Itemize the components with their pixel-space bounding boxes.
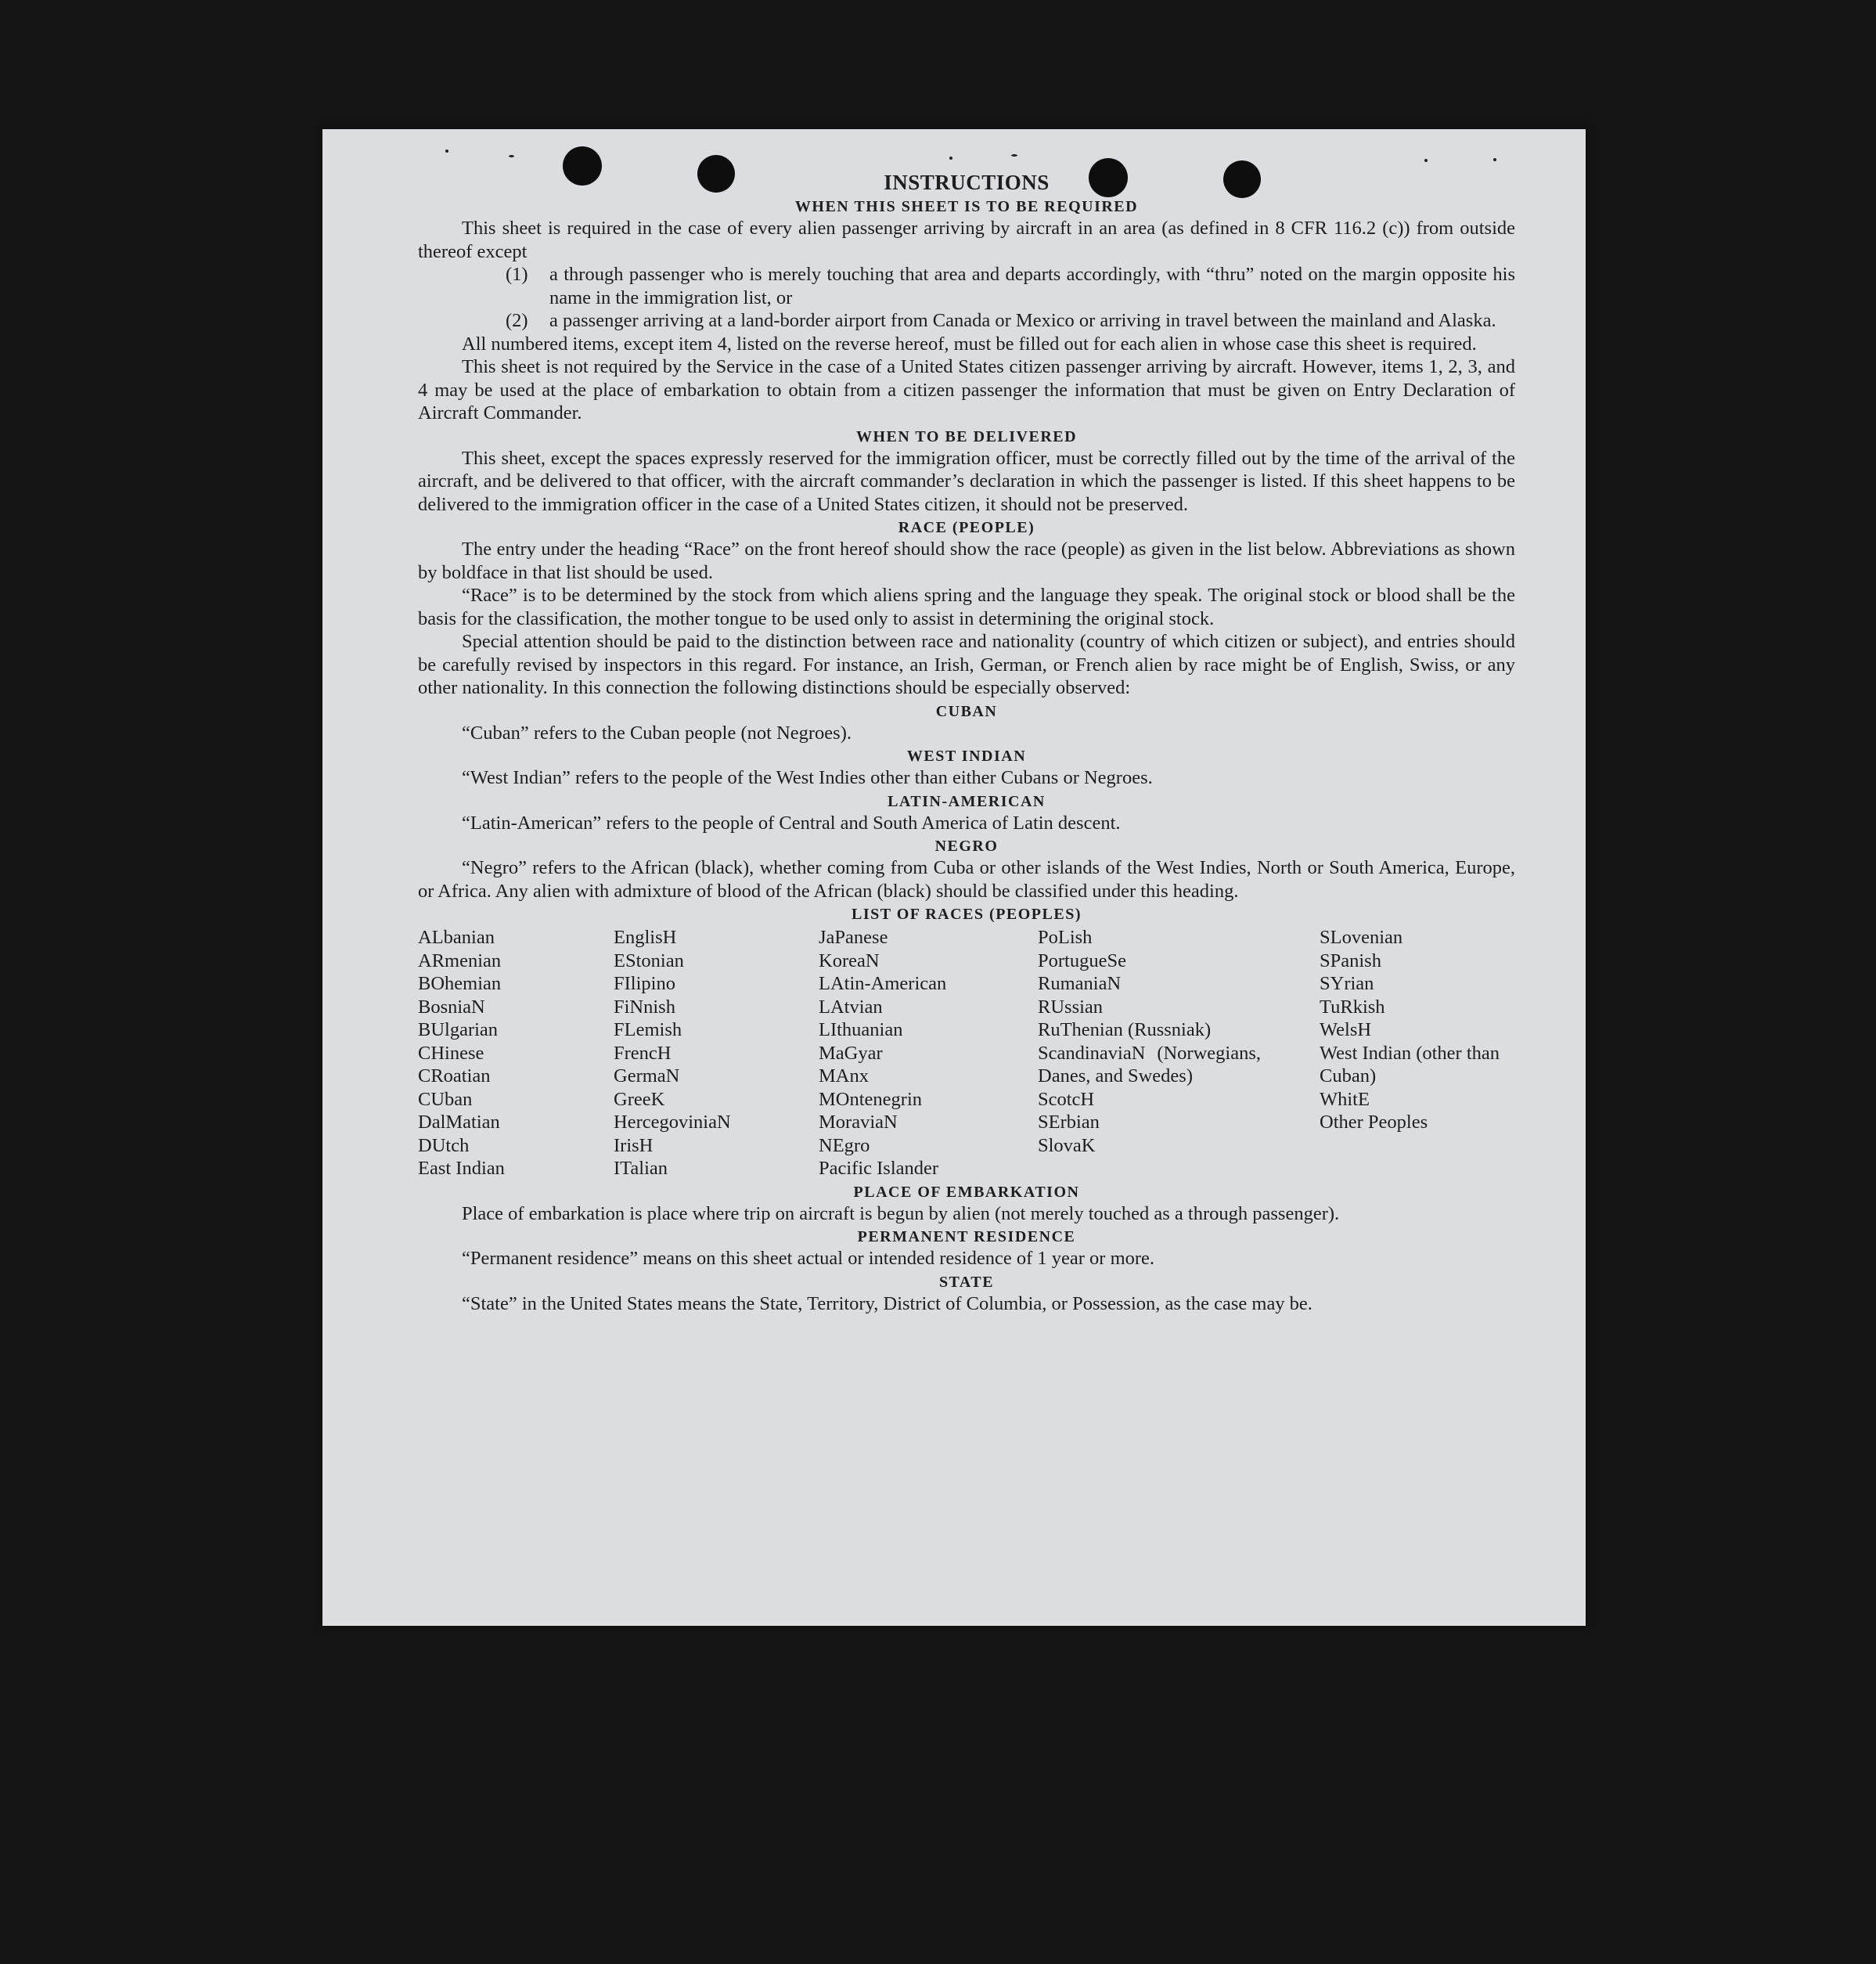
race-entry: MoraviaN (819, 1112, 898, 1133)
race-entry: SYrian (1320, 973, 1374, 994)
race-entry: BOhemian (418, 973, 502, 994)
race-entry: SErbian (1038, 1112, 1100, 1133)
race-entry: PoLish (1038, 927, 1093, 948)
speck (445, 150, 448, 153)
race-entry: RumaniaN (1038, 973, 1122, 994)
race-entry: LIthuanian (819, 1019, 903, 1040)
page-title: INSTRUCTIONS (884, 171, 1050, 194)
race-entry: CHinese (418, 1042, 484, 1064)
item-number: (1) (506, 264, 528, 285)
item-text: a passenger arriving at a land-border airport from Canada or Mexico or arriving in travel between the mainland and Alaska. (549, 310, 1496, 331)
race-entry: EStonian (614, 950, 684, 971)
paragraph-cuban: “Cuban” refers to the Cuban people (not Negroes). (462, 722, 852, 744)
race-entry: Pacific Islander (819, 1158, 939, 1179)
races-column (614, 926, 819, 1180)
race-entry: BUlgarian (418, 1019, 499, 1040)
race-entry: WhitE (1320, 1088, 1370, 1110)
paragraph-race-entry: The entry under the heading “Race” on the front hereof should show the race (people) as given in the list below. Abbreviations as shown by boldface in that list should be used. (418, 539, 1515, 583)
race-entry: FiNnish (614, 996, 675, 1018)
race-entry: GermaN (614, 1065, 680, 1087)
race-entry: MOntenegrin (819, 1088, 922, 1110)
item-text: a through passenger who is merely touching that area and departs accordingly, with “thru” noted on the margin opposite his name in the immigration list, or (549, 264, 1515, 308)
race-entry: ARmenian (418, 950, 502, 971)
race-entry: MAnx (819, 1065, 869, 1087)
race-entry: KoreaN (819, 950, 880, 971)
race-entry: MaGyar (819, 1042, 883, 1064)
race-entry: RuThenian (Russniak) (1038, 1019, 1212, 1040)
race-entry: LAtin-American (819, 973, 947, 994)
race-entry: TuRkish (1320, 996, 1385, 1018)
section-heading-cuban: CUBAN (935, 702, 998, 720)
race-entry: EnglisH (614, 927, 677, 948)
section-heading-race: RACE (PEOPLE) (898, 519, 1035, 536)
race-entry: Other Peoples (1320, 1112, 1428, 1133)
races-column (418, 926, 614, 1180)
speck (509, 155, 514, 157)
section-heading-residence: PERMANENT RESIDENCE (857, 1228, 1076, 1245)
race-entry: FrencH (614, 1042, 672, 1064)
section-heading-embarkation: PLACE OF EMBARKATION (853, 1183, 1080, 1201)
race-entry: SPanish (1320, 950, 1381, 971)
race-entry: JaPanese (819, 927, 888, 948)
list-item (506, 309, 1515, 333)
race-entry: SLovenian (1320, 927, 1403, 948)
races-column (1038, 926, 1320, 1180)
race-entry: ScotcH (1038, 1088, 1095, 1110)
race-entry: DUtch (418, 1134, 470, 1156)
race-entry: IrisH (614, 1134, 654, 1156)
race-entry: BosniaN (418, 996, 485, 1018)
races-column (819, 926, 1038, 1180)
paragraph-embarkation: Place of embarkation is place where trip on aircraft is begun by alien (not merely touched as a through passenger). (462, 1202, 1340, 1224)
section-heading-delivered: WHEN TO BE DELIVERED (855, 427, 1078, 445)
race-entry: CUban (418, 1088, 473, 1110)
speck (949, 157, 952, 160)
races-column (1320, 926, 1515, 1180)
paragraph-race-nationality: Special attention should be paid to the distinction between race and nationality (country of which citizen or subject), and entries should be carefully revised by inspectors in this regard. For instance, an Irish, German, or French alien by race might be of English, Swiss, or any other nationality. In this connection the following distinctions should be especially observed: (418, 631, 1515, 698)
paragraph-negro: “Negro” refers to the African (black), whether coming from Cuba or other islands of the West Indies, North or South America, Europe, or Africa. Any alien with admixture of blood of the African (black) should be classified under this heading. (418, 857, 1515, 902)
races-list (418, 926, 1515, 1180)
race-entry: NEgro (819, 1134, 870, 1156)
race-entry: West Indian (other than Cuban) (1320, 1042, 1500, 1087)
speck (1424, 159, 1428, 162)
race-entry: CRoatian (418, 1065, 491, 1087)
race-entry: RUssian (1038, 996, 1104, 1018)
race-entry: GreeK (614, 1088, 665, 1110)
instructions-content (418, 170, 1515, 1315)
paragraph-latin-american: “Latin-American” refers to the people of Central and South America of Latin descent. (462, 812, 1121, 834)
section-heading-negro: NEGRO (934, 838, 999, 855)
section-heading-west-indian: WEST INDIAN (906, 748, 1027, 765)
section-heading-latin-american: LATIN-AMERICAN (888, 792, 1046, 810)
item-number: (2) (506, 310, 528, 331)
section-heading-state: STATE (938, 1273, 995, 1291)
section-heading-list-of-races: LIST OF RACES (PEOPLES) (851, 906, 1082, 923)
race-entry: DalMatian (418, 1112, 500, 1133)
paragraph-west-indian: “West Indian” refers to the people of the West Indies other than either Cubans or Negroes. (462, 767, 1153, 788)
section-heading-required: WHEN THIS SHEET IS TO BE REQUIRED (794, 198, 1139, 215)
paragraph-state: “State” in the United States means the State, Territory, District of Columbia, or Possession, as the case may be. (462, 1292, 1312, 1314)
race-entry: LAtvian (819, 996, 883, 1018)
race-entry: FLemish (614, 1019, 682, 1040)
race-entry: ITalian (614, 1158, 668, 1179)
race-entry: WelsH (1320, 1019, 1372, 1040)
paragraph-delivered: This sheet, except the spaces expressly reserved for the immigration officer, must be correctly filled out by the time of the arrival of the aircraft, and be delivered to that officer, with the aircraft commander’s declaration in which the passenger is listed. If this sheet happens to be delivered to the immigration officer in the case of a United States citizen, it should not be preserved. (418, 447, 1515, 515)
paragraph-required-intro: This sheet is required in the case of every alien passenger arriving by aircraft in an area (as defined in 8 CFR 116.2 (c)) from outside thereof except (418, 218, 1515, 262)
race-entry: ALbanian (418, 927, 495, 948)
speck (1011, 154, 1017, 157)
paragraph-citizen: This sheet is not required by the Service in the case of a United States citizen passenger arriving by aircraft. However, items 1, 2, 3, and 4 may be used at the place of embarkation to obtain from a citizen passenger the information that must be given on Entry Declaration of Aircraft Commander. (418, 356, 1515, 423)
paragraph-numbered-items: All numbered items, except item 4, listed on the reverse hereof, must be filled out for each alien in whose case this sheet is required. (462, 333, 1477, 355)
document-sheet (322, 129, 1586, 1626)
race-entry: ScandinaviaN (Norwegians, Danes, and Swedes) (1038, 1042, 1261, 1087)
list-item (506, 263, 1515, 309)
speck (1493, 158, 1496, 161)
paragraph-residence: “Permanent residence” means on this sheet actual or intended residence of 1 year or more. (462, 1248, 1155, 1269)
race-entry: FIlipino (614, 973, 675, 994)
paragraph-race-stock: “Race” is to be determined by the stock from which aliens spring and the language they speak. The original stock or blood shall be the basis for the classification, the mother tongue to be used only to assist in determining the original stock. (418, 585, 1515, 629)
race-entry: PortugueSe (1038, 950, 1126, 971)
race-entry: HercegoviniaN (614, 1112, 731, 1133)
race-entry: SlovaK (1038, 1134, 1096, 1156)
race-entry: East Indian (418, 1158, 505, 1179)
